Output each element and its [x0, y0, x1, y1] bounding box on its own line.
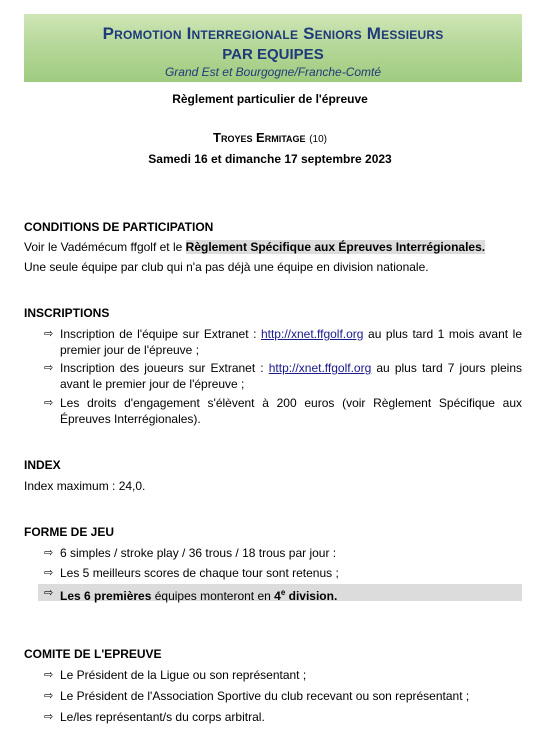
conditions-line-1-text: Voir le Vadémécum ffgolf et le	[24, 240, 186, 254]
forme-heading: FORME DE JEU	[24, 525, 115, 539]
list-item	[44, 360, 522, 392]
list-item	[44, 565, 522, 581]
arrow-right-outline-icon: ⇨	[44, 328, 54, 340]
conditions-line-2: Une seule équipe par club qui n'a pas déjà une équipe en division nationale.	[24, 260, 429, 274]
forme-item-text: Les 6 premières équipes monteront en 4e division.	[60, 588, 338, 603]
list-item	[44, 667, 522, 683]
arrow-right-outline-icon: ⇨	[44, 690, 54, 702]
index-heading: INDEX	[24, 458, 61, 472]
comite-item-text: Le Président de la Ligue ou son représentant ;	[60, 668, 307, 682]
comite-item-text: Le Président de l'Association Sportive du club recevant ou son représentant ;	[60, 689, 470, 703]
venue-name: Troyes Ermitage	[213, 130, 306, 145]
forme-item-text: 6 simples / stroke play / 36 trous / 18 trous par jour :	[60, 546, 337, 560]
event-dates: Samedi 16 et dimanche 17 septembre 2023	[148, 152, 392, 166]
venue-line	[0, 130, 540, 145]
document-title: Règlement particulier de l'épreuve	[172, 92, 368, 106]
conditions-heading: CONDITIONS DE PARTICIPATION	[24, 220, 214, 234]
reglement-specifique-ref: Règlement Spécifique aux Épreuves Interrégionales.	[185, 240, 486, 254]
inscription-item-text: Les droits d'engagement s'élèvent à 200 euros (voir Règlement Spécifique aux Épreuves Interrégionales).	[60, 396, 522, 426]
inscription-item-text: Inscription des joueurs sur Extranet : http://xnet.ffgolf.org au plus tard 7 jours pleins avant le premier jour de l'épreuve ;	[60, 361, 522, 391]
forme-item-text: Les 5 meilleurs scores de chaque tour sont retenus ;	[60, 566, 339, 580]
list-item	[44, 545, 522, 561]
banner-subtitle: PAR EQUIPES	[222, 46, 324, 63]
arrow-right-outline-icon: ⇨	[44, 547, 54, 559]
arrow-right-outline-icon: ⇨	[44, 711, 54, 723]
comite-item-text: Le/les représentant/s du corps arbitral.	[60, 710, 265, 724]
header-banner	[24, 14, 522, 82]
xnet-link[interactable]: http://xnet.ffgolf.org	[268, 361, 372, 375]
venue-number: (10)	[309, 134, 327, 145]
list-item	[44, 709, 522, 725]
list-item	[44, 585, 522, 604]
comite-heading: COMITE DE L'EPREUVE	[24, 647, 162, 661]
arrow-right-outline-icon: ⇨	[44, 397, 54, 409]
list-item	[44, 395, 522, 427]
index-text: Index maximum : 24,0.	[24, 479, 146, 493]
inscription-item-text: Inscription de l'équipe sur Extranet : http://xnet.ffgolf.org au plus tard 1 mois avant le premier jour de l'épreuve ;	[60, 327, 522, 357]
banner-region: Grand Est et Bourgogne/Franche-Comté	[164, 65, 382, 79]
list-item	[44, 326, 522, 358]
list-item	[44, 688, 522, 704]
conditions-line-1	[24, 240, 485, 254]
banner-title: Promotion Interregionale Seniors Messieurs	[102, 24, 444, 43]
arrow-right-outline-icon: ⇨	[44, 587, 54, 599]
inscriptions-heading: INSCRIPTIONS	[24, 306, 110, 320]
arrow-right-outline-icon: ⇨	[44, 567, 54, 579]
arrow-right-outline-icon: ⇨	[44, 669, 54, 681]
xnet-link[interactable]: http://xnet.ffgolf.org	[260, 327, 364, 341]
arrow-right-outline-icon: ⇨	[44, 362, 54, 374]
